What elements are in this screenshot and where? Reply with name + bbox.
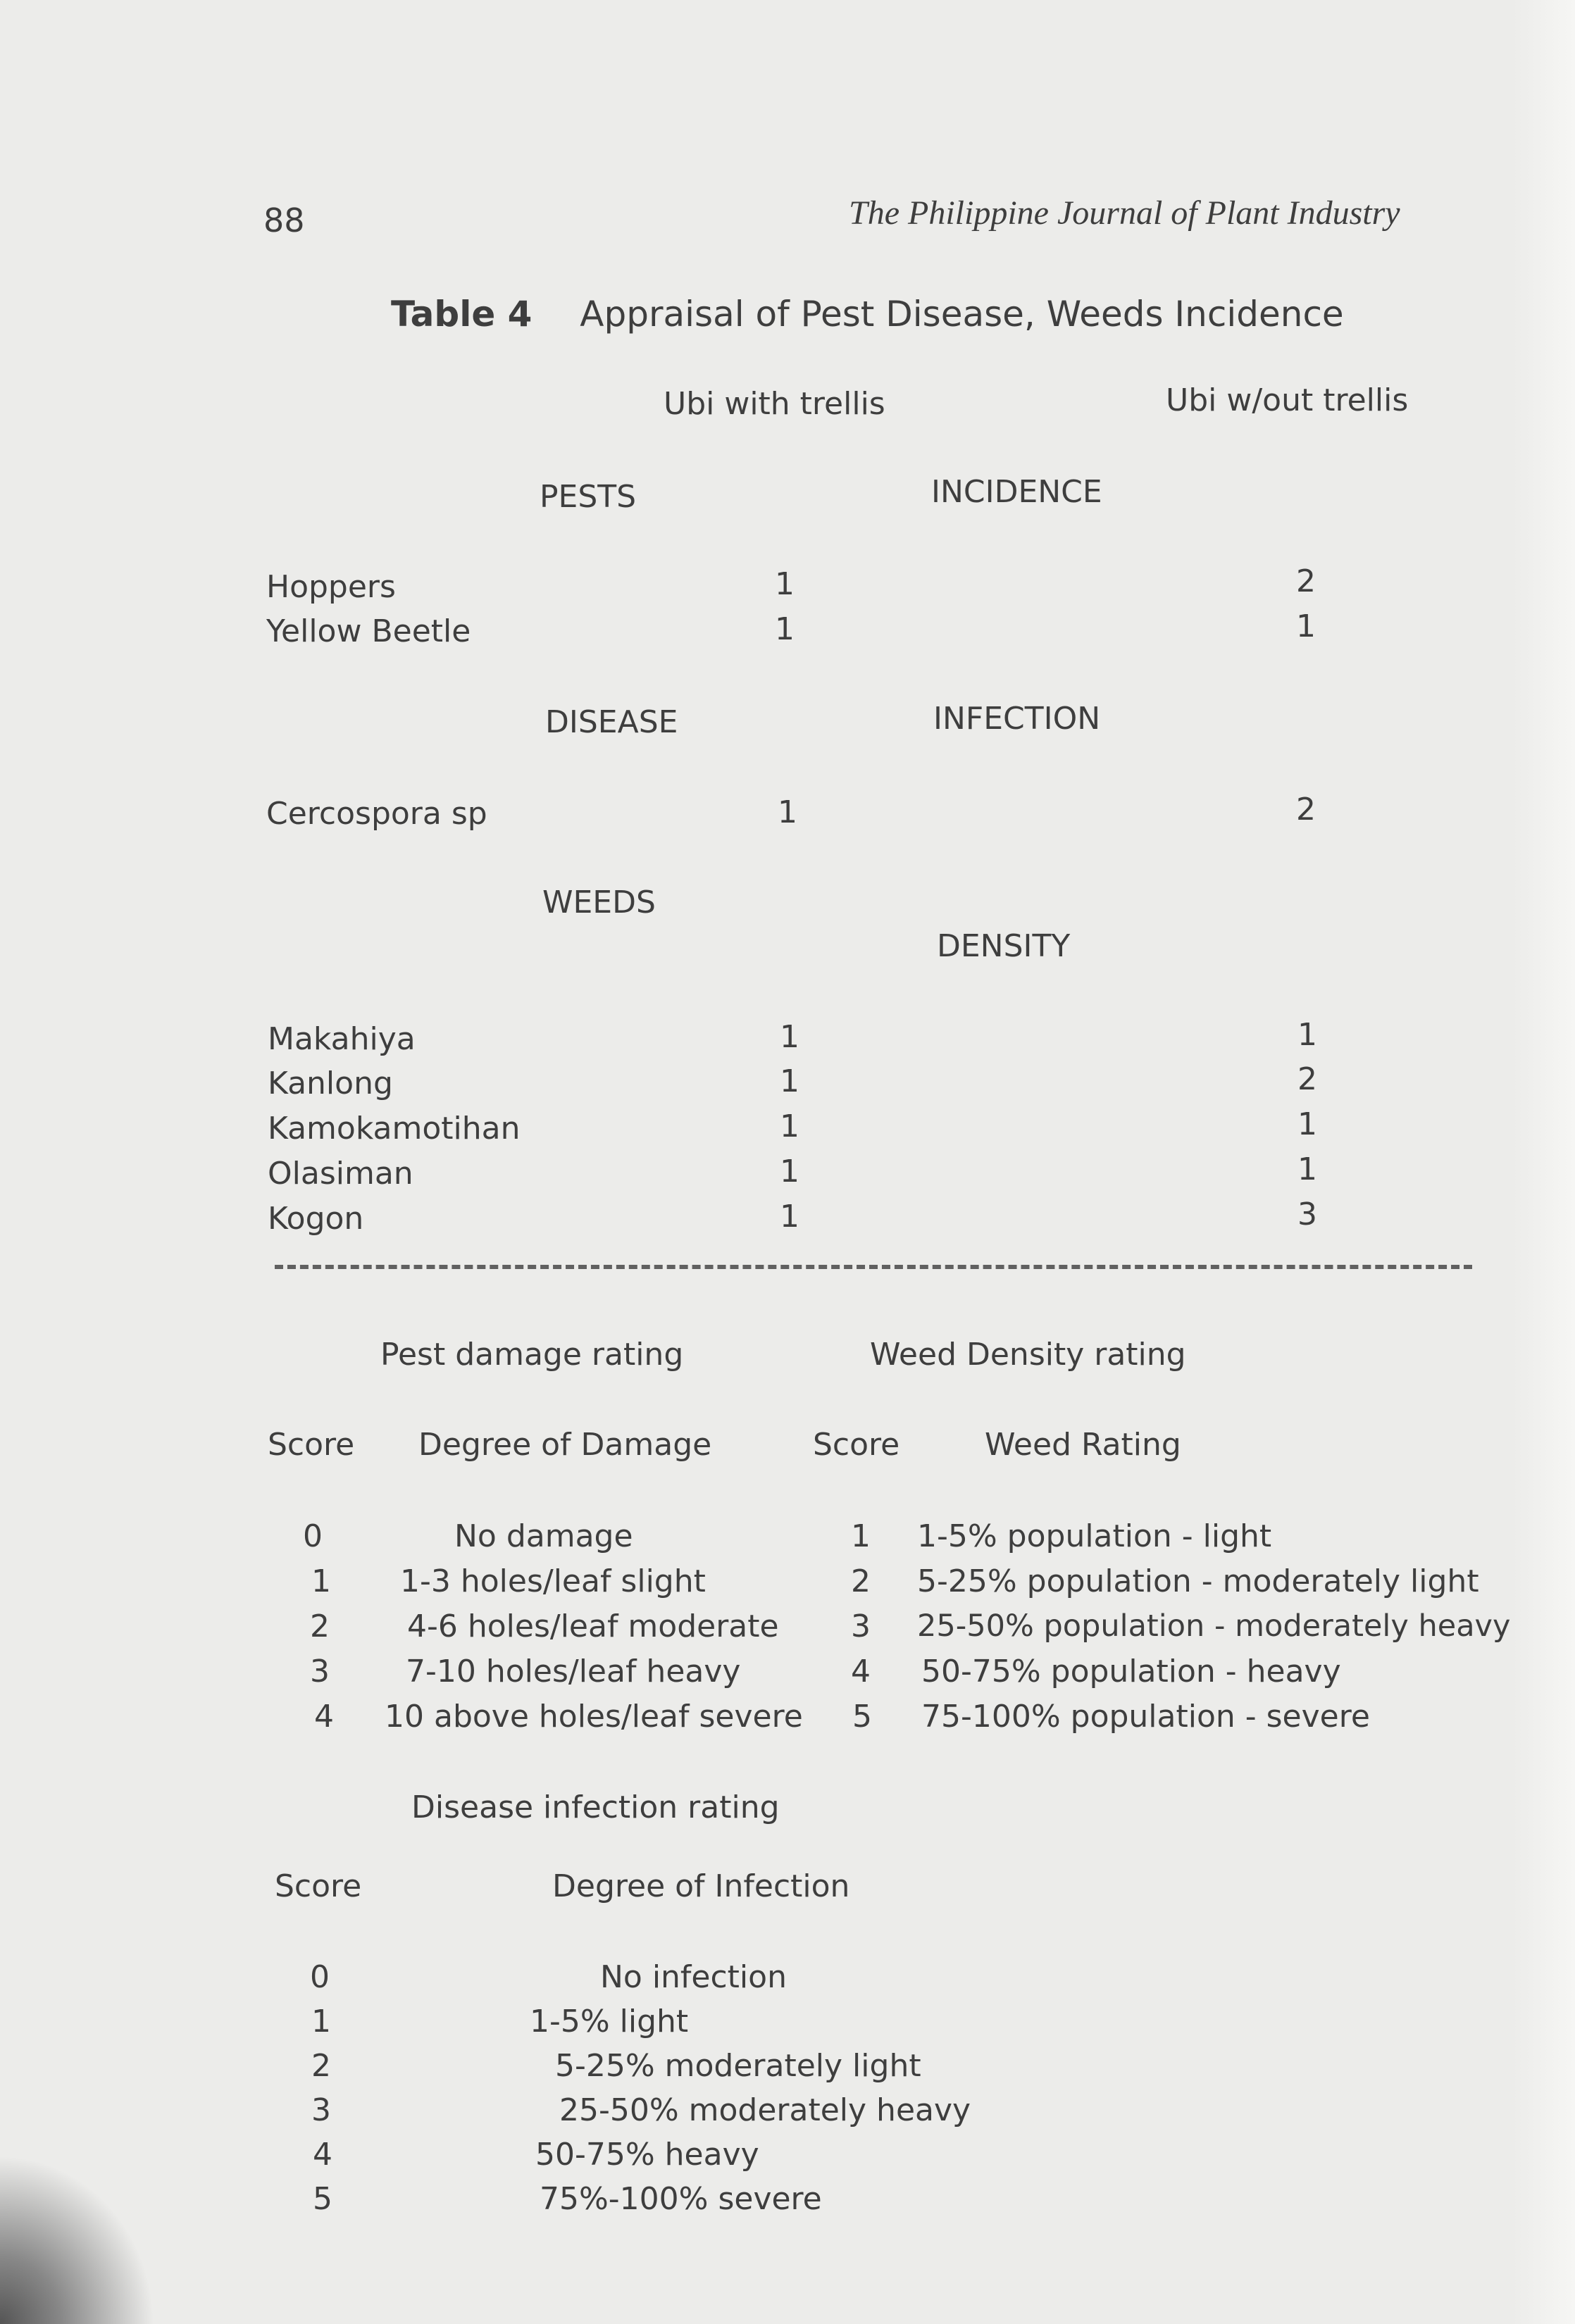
- row-value-with: 1: [780, 1019, 799, 1055]
- row-name: Kanlong: [268, 1066, 393, 1101]
- row-name: Makahiya: [268, 1021, 416, 1057]
- section-pests-label: PESTS: [540, 479, 637, 515]
- disease-score-header: Score: [275, 1868, 362, 1904]
- disease-score: 2: [311, 2048, 331, 2084]
- pest-desc: 1-3 holes/leaf slight: [400, 1563, 706, 1599]
- disease-score: 1: [311, 2004, 331, 2039]
- table-bottom-rule: [275, 1265, 1472, 1269]
- weed-score: 4: [851, 1654, 871, 1689]
- pest-score: 3: [310, 1654, 330, 1689]
- section-disease-measure: INFECTION: [933, 701, 1101, 737]
- row-value-without: 1: [1297, 1017, 1317, 1053]
- disease-desc-header: Degree of Infection: [552, 1868, 850, 1904]
- pest-score-header: Score: [268, 1427, 355, 1463]
- journal-title: The Philippine Journal of Plant Industry: [849, 194, 1400, 232]
- section-pests-measure: INCIDENCE: [931, 474, 1102, 510]
- disease-score: 0: [310, 1959, 330, 1995]
- row-name: Yellow Beetle: [266, 613, 471, 649]
- pest-desc: No damage: [454, 1518, 633, 1554]
- pest-desc: 10 above holes/leaf severe: [385, 1699, 803, 1735]
- disease-score: 5: [313, 2181, 332, 2217]
- row-value-with: 1: [780, 1063, 799, 1099]
- disease-rating-title: Disease infection rating: [411, 1789, 780, 1825]
- weed-desc: 25-50% population - moderately heavy: [917, 1608, 1511, 1644]
- weed-desc: 50-75% population - heavy: [921, 1654, 1341, 1689]
- pest-score: 1: [311, 1563, 331, 1599]
- weed-desc: 75-100% population - severe: [921, 1699, 1370, 1735]
- pest-desc-header: Degree of Damage: [418, 1427, 712, 1463]
- page-edge-shading: [1512, 0, 1575, 2324]
- weed-rating-title: Weed Density rating: [870, 1337, 1186, 1373]
- row-value-with: 1: [780, 1199, 799, 1235]
- weed-desc-header: Weed Rating: [985, 1427, 1181, 1463]
- disease-score: 3: [311, 2092, 331, 2128]
- row-value-with: 1: [780, 1108, 799, 1144]
- weed-score: 1: [851, 1518, 871, 1554]
- row-value-with: 1: [780, 1154, 799, 1189]
- disease-desc: 75%-100% severe: [540, 2181, 822, 2217]
- pest-score: 4: [314, 1699, 334, 1735]
- section-disease-label: DISEASE: [545, 704, 678, 740]
- pest-rating-title: Pest damage rating: [380, 1337, 684, 1373]
- disease-desc: 25-50% moderately heavy: [559, 2092, 971, 2128]
- page-number: 88: [263, 201, 305, 239]
- weed-score: 5: [852, 1699, 872, 1735]
- row-name: Hoppers: [266, 569, 396, 605]
- row-value-without: 1: [1296, 608, 1316, 644]
- table-caption: Appraisal of Pest Disease, Weeds Incidence: [580, 294, 1344, 335]
- row-value-with: 1: [775, 611, 795, 647]
- pest-desc: 7-10 holes/leaf heavy: [406, 1654, 741, 1689]
- disease-desc: 50-75% heavy: [535, 2137, 759, 2173]
- row-value-with: 1: [778, 794, 797, 830]
- column-header-with-trellis: Ubi with trellis: [664, 386, 885, 422]
- pest-score: 2: [310, 1608, 330, 1644]
- weed-score-header: Score: [813, 1427, 900, 1463]
- row-value-without: 2: [1296, 792, 1316, 827]
- weed-score: 3: [851, 1608, 871, 1644]
- row-value-without: 1: [1297, 1106, 1317, 1142]
- row-value-without: 3: [1297, 1197, 1317, 1232]
- weed-desc: 1-5% population - light: [917, 1518, 1272, 1554]
- row-name: Kogon: [268, 1201, 364, 1237]
- row-value-with: 1: [775, 566, 795, 602]
- row-name: Kamokamotihan: [268, 1111, 521, 1147]
- scan-corner-artifact: [0, 2155, 155, 2324]
- row-value-without: 2: [1297, 1061, 1317, 1097]
- table-label: Table 4: [391, 294, 533, 335]
- row-value-without: 2: [1296, 563, 1316, 599]
- disease-desc: 5-25% moderately light: [555, 2048, 921, 2084]
- row-name: Cercospora sp: [266, 796, 487, 832]
- table-title: [391, 294, 1344, 335]
- disease-score: 4: [313, 2137, 332, 2173]
- section-weeds-label: WEEDS: [542, 885, 656, 920]
- disease-desc: 1-5% light: [530, 2004, 689, 2039]
- weed-score: 2: [851, 1563, 871, 1599]
- weed-desc: 5-25% population - moderately light: [917, 1563, 1479, 1599]
- pest-desc: 4-6 holes/leaf moderate: [407, 1608, 779, 1644]
- row-value-without: 1: [1297, 1151, 1317, 1187]
- disease-desc: No infection: [600, 1959, 787, 1995]
- column-header-without-trellis: Ubi w/out trellis: [1166, 382, 1409, 418]
- row-name: Olasiman: [268, 1156, 413, 1192]
- pest-score: 0: [303, 1518, 323, 1554]
- section-weeds-measure: DENSITY: [937, 928, 1071, 964]
